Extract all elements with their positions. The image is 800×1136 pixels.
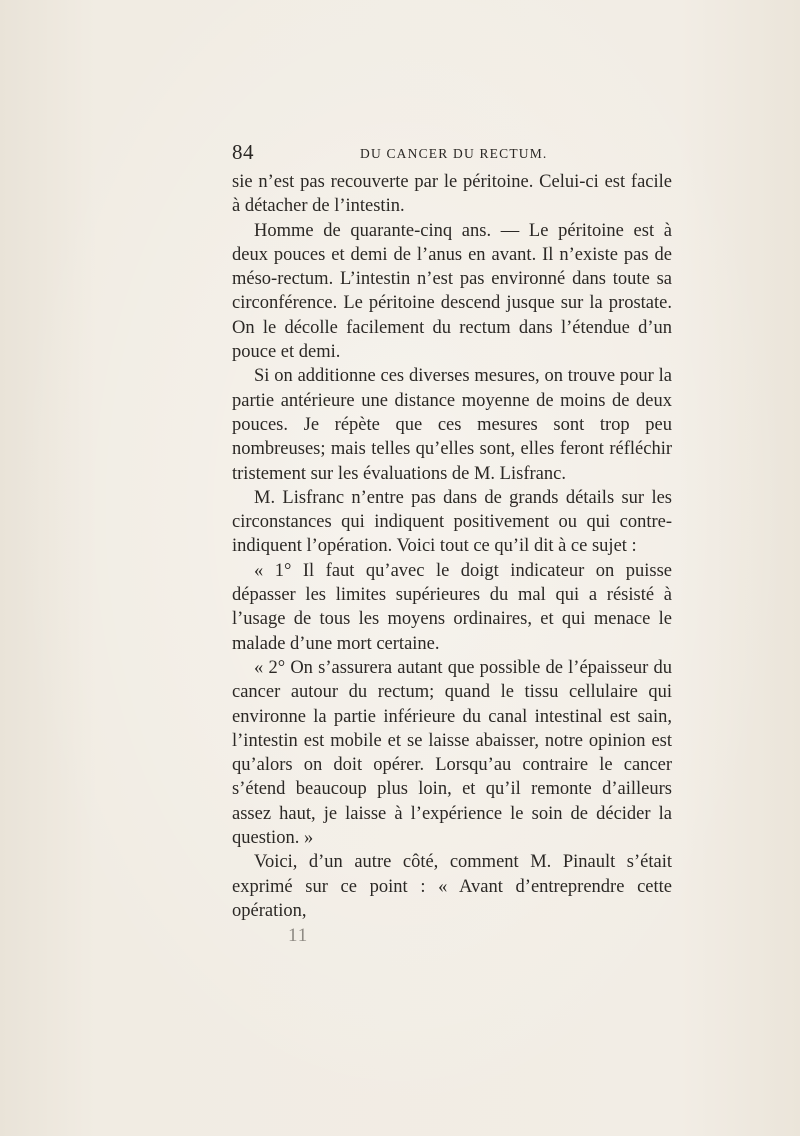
paragraph-pinault: Voici, d’un autre côté, comment M. Pinault s’était exprimé sur ce point : « Avant d’entreprendre cette opération, (232, 852, 672, 921)
body-text (232, 170, 672, 923)
running-head: DU CANCER DU RECTUM. (360, 146, 548, 161)
page-number: 84 (232, 140, 254, 164)
paragraph-continuation: sie n’est pas recouverte par le péritoine. Celui-ci est facile à détacher de l’intestin. (232, 172, 672, 217)
signature-mark: 11 (288, 925, 309, 946)
paragraph-quote-1: « 1° Il faut qu’avec le doigt indicateur on puisse dépasser les limites supérieures du mal qui a résisté à l’usage de tous les moyens ordinaires, et qui menace le malade d’une mort certaine. (232, 560, 672, 654)
paragraph-case-report: Homme de quarante-cinq ans. — Le péritoine est à deux pouces et demi de l’anus en avant. Il n’existe pas de méso-rectum. L’intestin n’est pas environné dans toute sa circonférence. Le péritoine descend jusque sur la prostate. On le décolle facilement du rectum dans l’étendue d’un pouce et demi. (232, 220, 672, 363)
paragraph-lisfranc: M. Lisfranc n’entre pas dans de grands détails sur les circonstances qui indiquent positivement ou qui contre-indiquent l’opération. Voici tout ce qu’il dit à ce sujet : (232, 487, 672, 557)
paragraph-measurements: Si on additionne ces diverses mesures, on trouve pour la partie antérieure une distance moyenne de moins de deux pouces. Je répète que ces mesures sont trop peu nombreuses; mais telles qu’elles sont, elles feront réfléchir tristement sur les évaluations de M. Lisfranc. (232, 366, 672, 484)
page-header (232, 140, 672, 168)
paragraph-quote-2: « 2° On s’assurera autant que possible de l’épaisseur du cancer autour du rectum; quand le tissu cellulaire qui environne la partie inférieure du canal intestinal est sain, l’intestin est mobile et se laisse abaisser, notre opinion est qu’alors on doit opérer. Lorsqu’au contraire le cancer s’étend beaucoup plus loin, et qu’il remonte d’ailleurs assez haut, je laisse à l’expérience le soin de décider la question. » (232, 657, 672, 849)
